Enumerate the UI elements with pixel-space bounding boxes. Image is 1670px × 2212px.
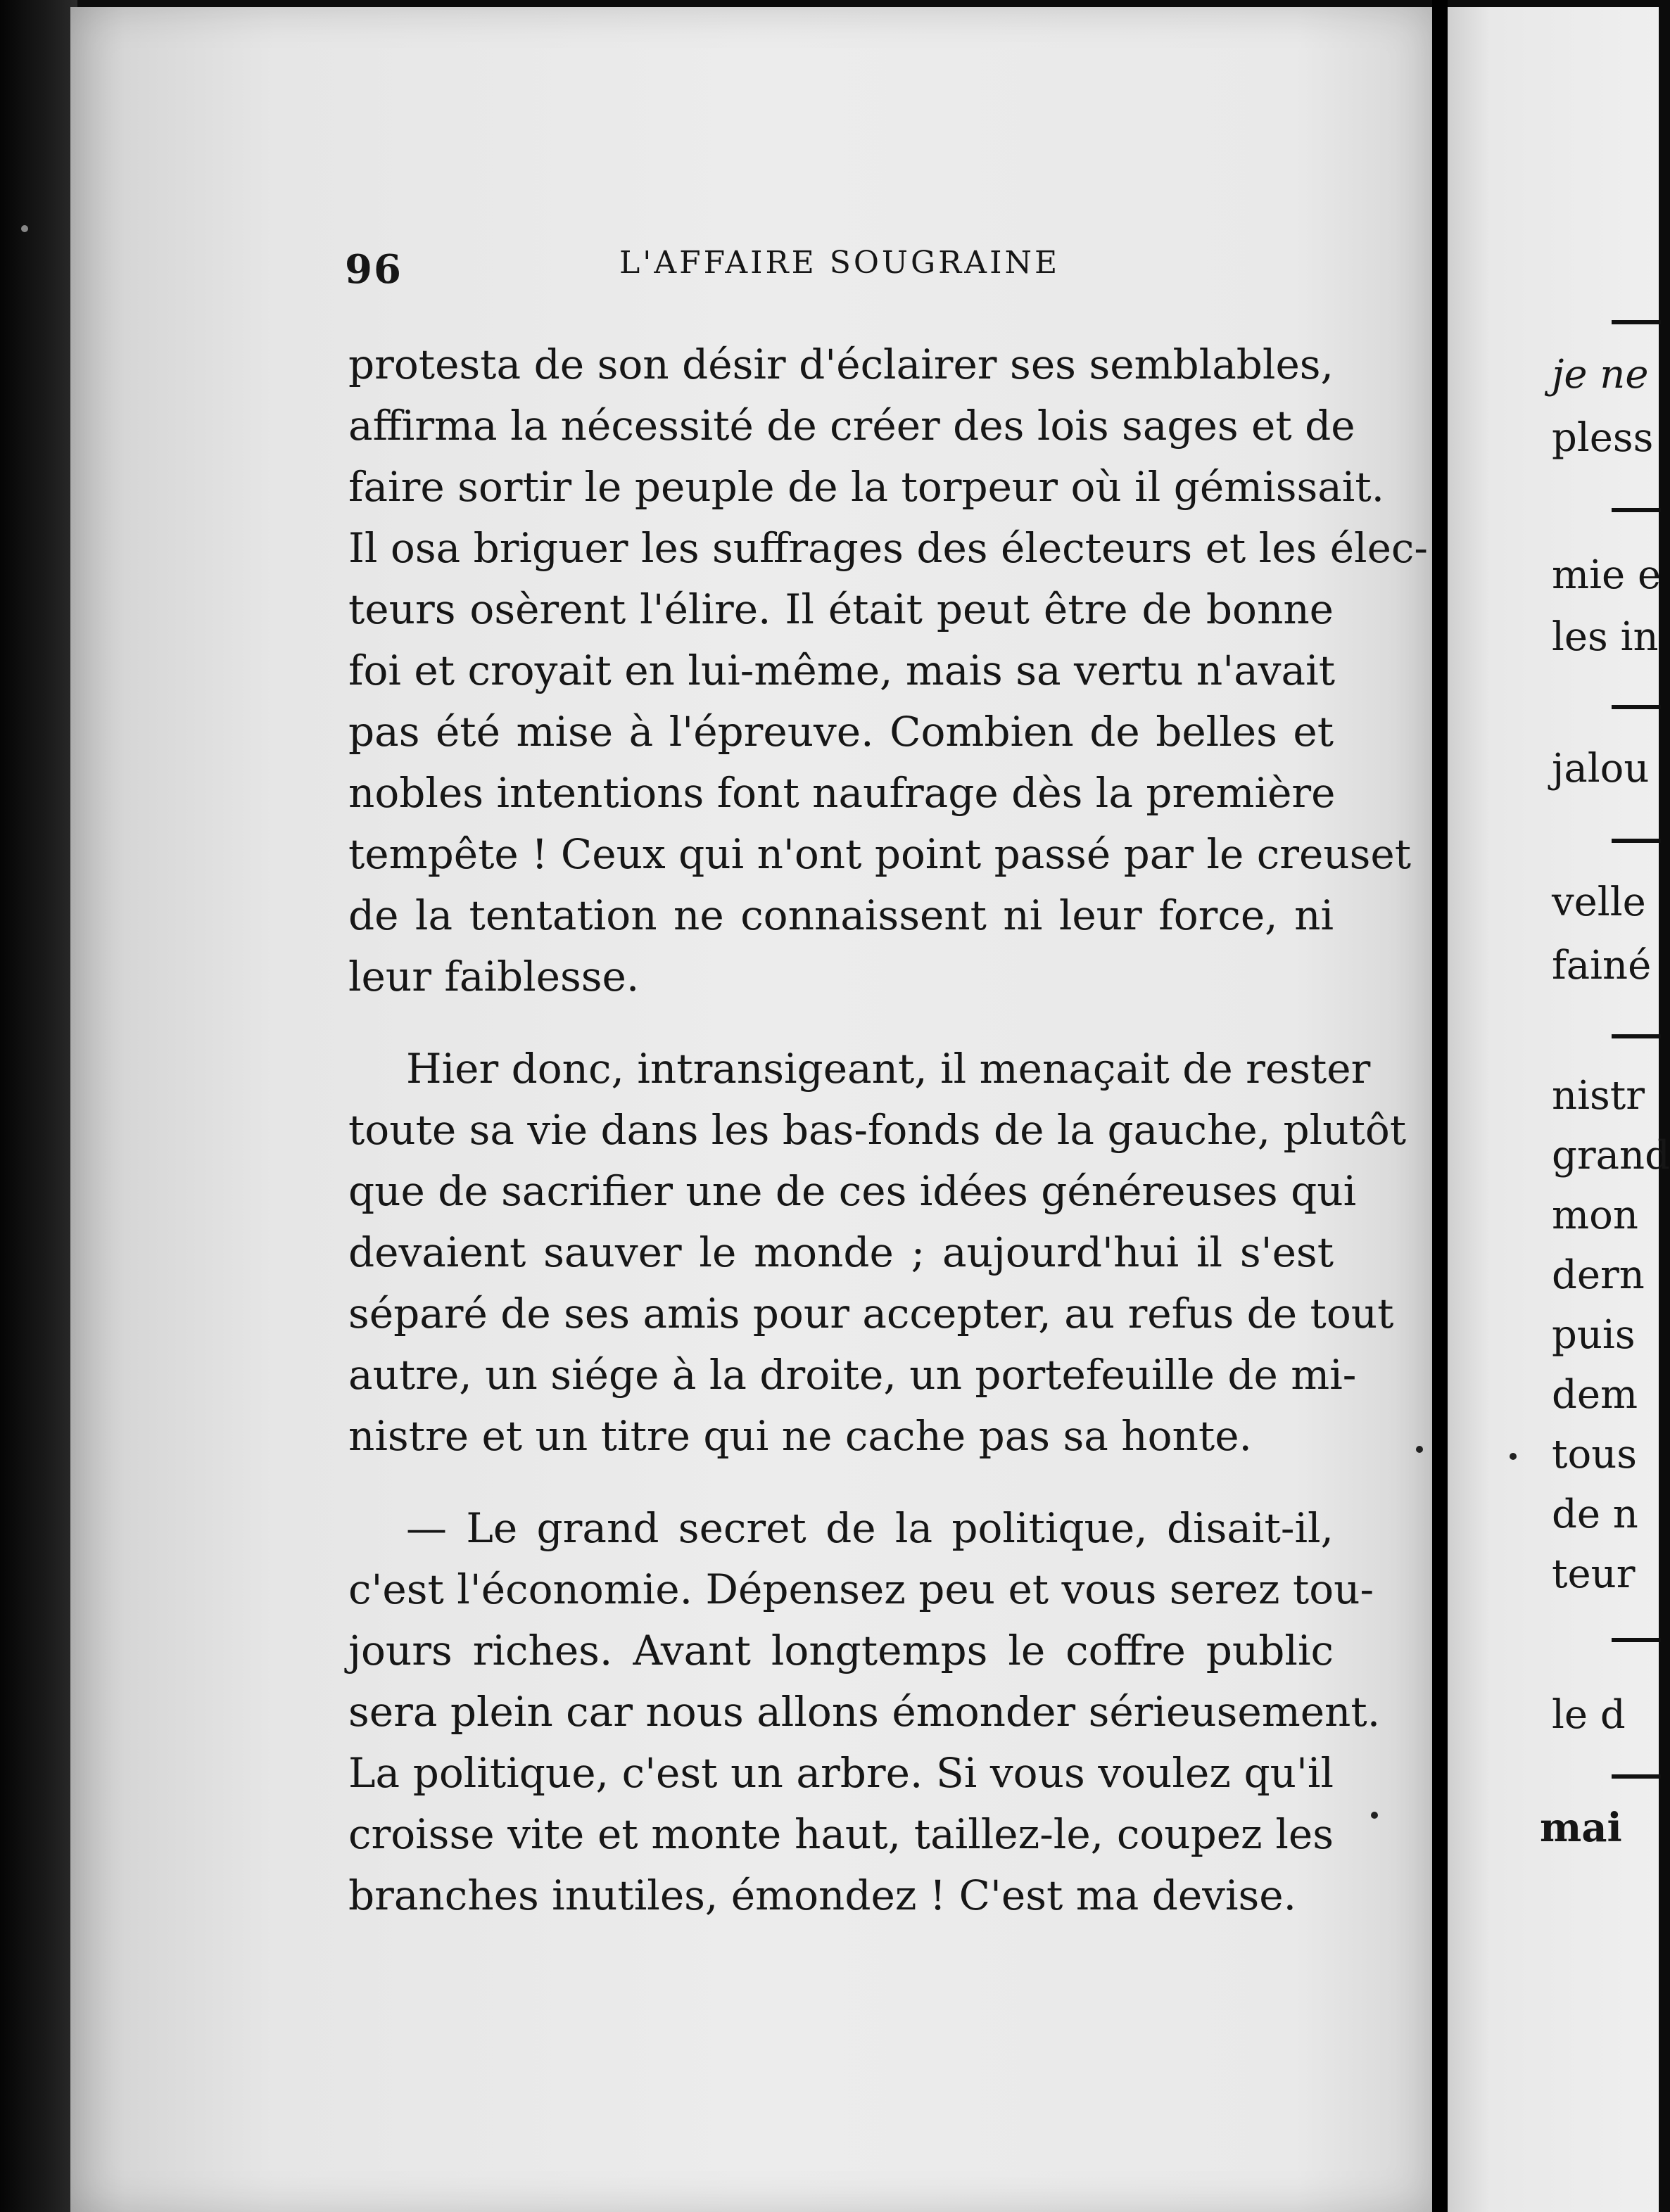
- scan-speck: [1416, 1446, 1423, 1453]
- text-line: affirma la nécessité de créer des lois sages et de: [348, 402, 1355, 450]
- body-text: [348, 334, 1428, 1926]
- text-line: nobles intentions font naufrage dès la première: [348, 769, 1336, 817]
- right-fragment: le d: [1552, 1692, 1626, 1738]
- em-dash: [1612, 508, 1661, 512]
- page-number: 96: [345, 246, 403, 293]
- text-line: pas été mise à l'épreuve. Combien de belles et: [348, 708, 1334, 756]
- text-line: jours riches. Avant longtemps le coffre public: [348, 1627, 1334, 1674]
- text-line: foi et croyait en lui-même, mais sa vertu n'avait: [348, 647, 1335, 694]
- text-line: protesta de son désir d'éclairer ses semblables,: [348, 341, 1334, 388]
- right-fragment: tous: [1552, 1432, 1638, 1477]
- right-fragment: je ne: [1552, 352, 1649, 398]
- right-fragment: les in: [1552, 614, 1659, 660]
- text-line: de la tentation ne connaissent ni leur force, ni: [348, 891, 1334, 939]
- right-fragment: puis: [1552, 1312, 1636, 1358]
- text-line: tempête ! Ceux qui n'ont point passé par le creuset: [348, 830, 1412, 878]
- right-fragment: dern: [1552, 1252, 1645, 1298]
- em-dash: [1612, 320, 1661, 324]
- text-line: c'est l'économie. Dépensez peu et vous serez tou-: [348, 1565, 1374, 1613]
- scan-speck: [21, 225, 28, 232]
- em-dash: [1612, 1034, 1661, 1038]
- right-fragment: mai: [1540, 1805, 1622, 1851]
- scan-dark-border: [0, 0, 77, 2212]
- right-fragment: pless: [1552, 415, 1654, 461]
- text-line: Il osa briguer les suffrages des électeurs et les élec-: [348, 524, 1428, 572]
- right-fragment: nistr: [1552, 1073, 1645, 1119]
- right-fragment: teur: [1552, 1551, 1636, 1597]
- paragraph: [348, 1038, 1407, 1467]
- em-dash: [1612, 1638, 1661, 1642]
- text-line: que de sacrifier une de ces idées généreuses qui: [348, 1167, 1357, 1215]
- text-line: toute sa vie dans les bas-fonds de la gauche, plutôt: [348, 1106, 1407, 1154]
- right-fragment: fainé: [1552, 943, 1652, 989]
- text-line: teurs osèrent l'élire. Il était peut être de bonne: [348, 585, 1334, 633]
- text-line: nistre et un titre qui ne cache pas sa honte.: [348, 1412, 1252, 1460]
- text-line: Hier donc, intransigeant, il menaçait de rester: [406, 1045, 1371, 1093]
- paragraph: [348, 334, 1428, 1008]
- right-fragment: mon: [1552, 1193, 1638, 1238]
- text-line: séparé de ses amis pour accepter, au refus de tout: [348, 1290, 1394, 1337]
- right-fragment: velle: [1552, 879, 1646, 925]
- text-line: faire sortir le peuple de la torpeur où il gémissait.: [348, 463, 1385, 511]
- text-line: — Le grand secret de la politique, disait-il,: [406, 1504, 1334, 1552]
- text-line: croisse vite et monte haut, taillez-le, coupez les: [348, 1810, 1334, 1858]
- em-dash: [1612, 839, 1661, 843]
- text-line: branches inutiles, émondez ! C'est ma devise.: [348, 1871, 1297, 1919]
- text-line: La politique, c'est un arbre. Si vous voulez qu'il: [348, 1749, 1334, 1797]
- right-fragment: jalou: [1552, 746, 1650, 792]
- right-fragment: grand: [1552, 1133, 1670, 1178]
- paragraph: [348, 1498, 1381, 1926]
- em-dash: [1612, 1774, 1661, 1779]
- text-line: devaient sauver le monde ; aujourd'hui il s'est: [348, 1228, 1334, 1276]
- text-line: sera plein car nous allons émonder sérieusement.: [348, 1688, 1381, 1736]
- right-fragment: de n: [1552, 1492, 1638, 1537]
- text-line: autre, un siége à la droite, un portefeuille de mi-: [348, 1351, 1357, 1399]
- page-gutter: [1432, 0, 1448, 2212]
- right-fragment: dem: [1552, 1372, 1638, 1418]
- em-dash: [1612, 705, 1661, 709]
- scan-speck: [1371, 1812, 1378, 1819]
- scan-speck: [1510, 1453, 1517, 1460]
- right-fragment: mie e: [1552, 552, 1662, 598]
- text-line: leur faiblesse.: [348, 953, 640, 1000]
- running-head: L'AFFAIRE SOUGRAINE: [619, 245, 1061, 281]
